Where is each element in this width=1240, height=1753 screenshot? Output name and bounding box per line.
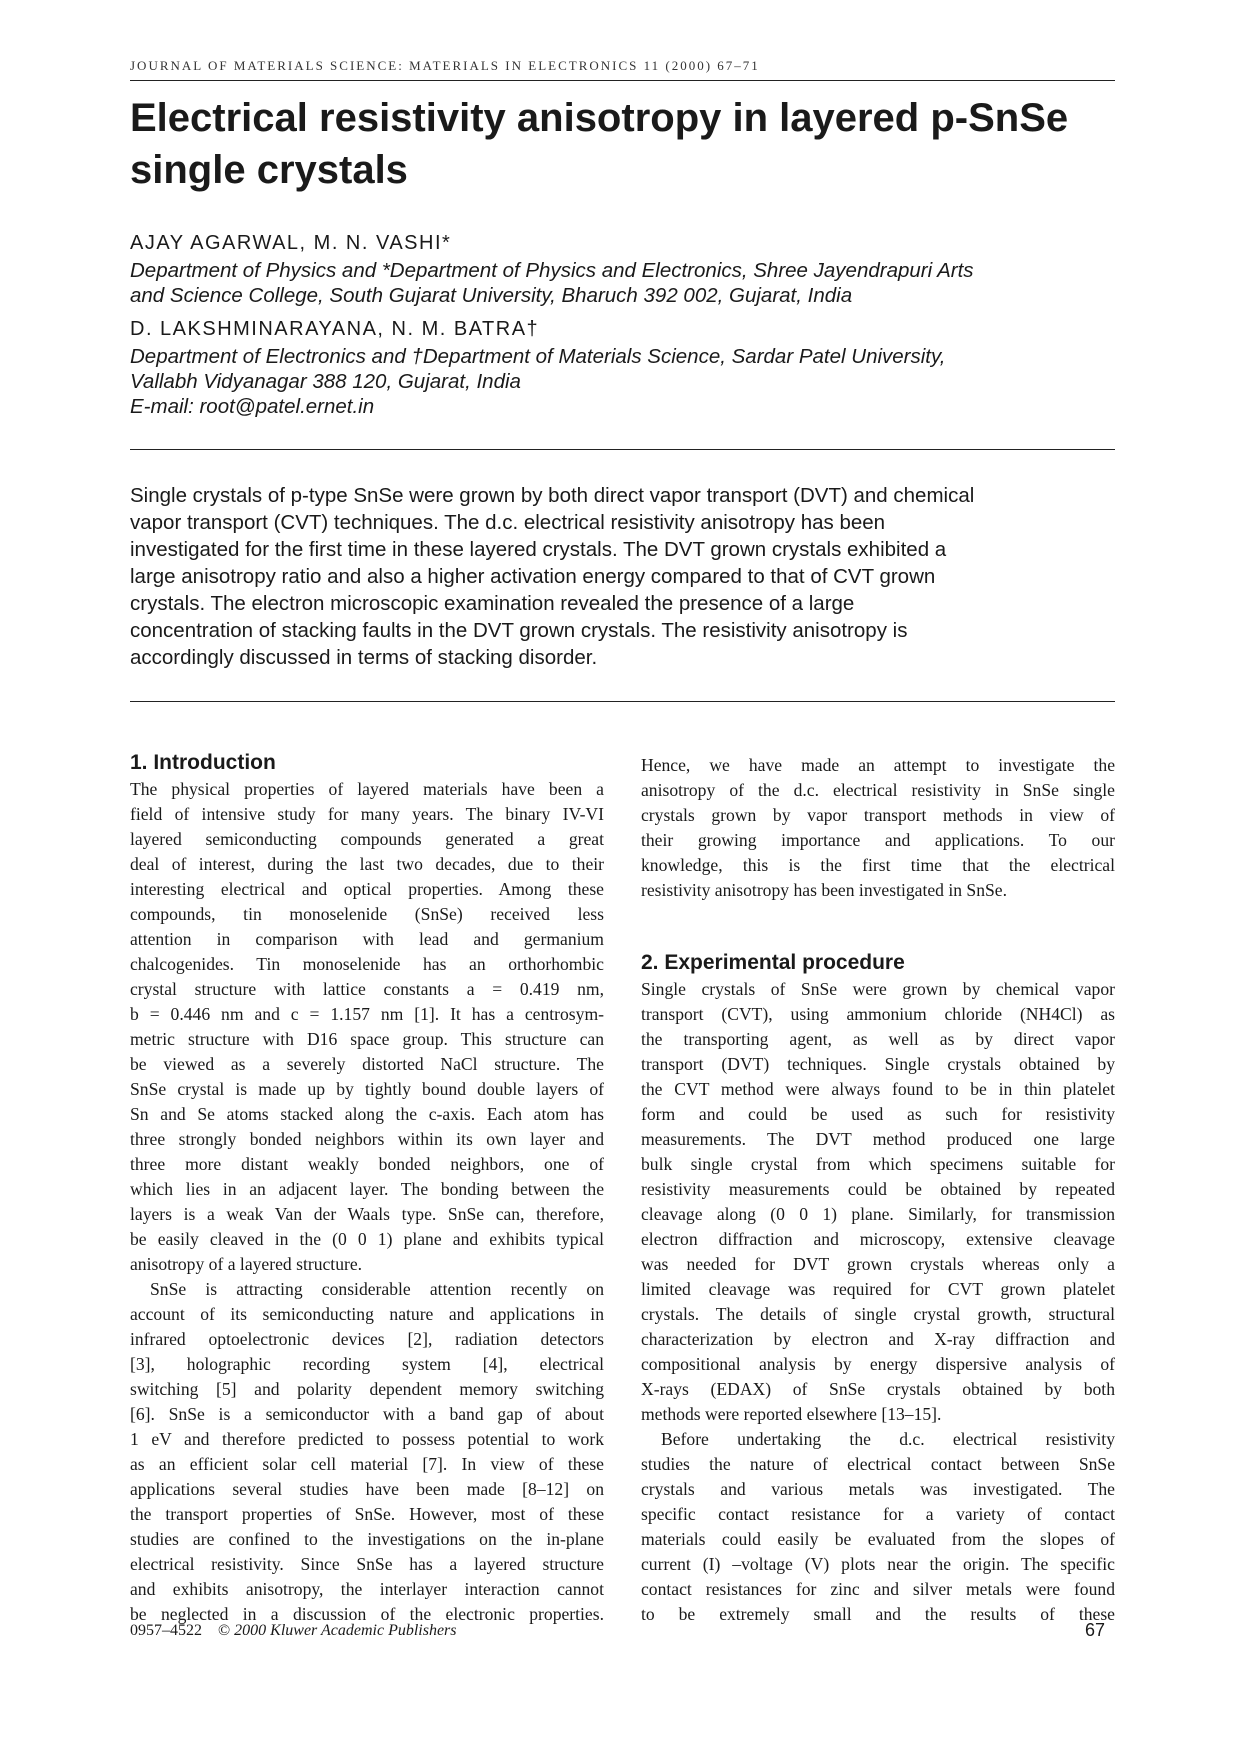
- text-line: [3], holographic recording system [4], electrical: [130, 1354, 604, 1374]
- text-line: studies the nature of electrical contact between SnSe: [641, 1454, 1115, 1474]
- text-line: as an efficient solar cell material [7]. In view of these: [130, 1454, 604, 1474]
- text-line: crystals. The details of single crystal growth, structural: [641, 1304, 1115, 1324]
- text-line: and exhibits anisotropy, the interlayer interaction cannot: [130, 1579, 604, 1599]
- text-line: which lies in an adjacent layer. The bonding between the: [130, 1179, 604, 1199]
- text-line: limited cleavage was required for CVT grown platelet: [641, 1279, 1115, 1299]
- text-line: anisotropy of a layered structure.: [130, 1254, 363, 1274]
- abstract-line: Single crystals of p-type SnSe were grown by both direct vapor transport (DVT) and chemical: [130, 484, 975, 507]
- text-line: transport (CVT), using ammonium chloride (NH4Cl) as: [641, 1004, 1115, 1024]
- abstract-bottom-rule: [130, 701, 1115, 702]
- text-line: b = 0.446 nm and c = 1.157 nm [1]. It has a centrosym-: [130, 1004, 604, 1024]
- abstract-line: investigated for the first time in these layered crystals. The DVT grown crystals exhibited a: [130, 538, 947, 561]
- text-line: knowledge, this is the first time that the electrical: [641, 855, 1115, 875]
- publisher: 2000 Kluwer Academic Publishers: [234, 1622, 457, 1639]
- text-line: current (I) –voltage (V) plots near the origin. The specific: [641, 1554, 1115, 1574]
- text-line: materials could easily be evaluated from the slopes of: [641, 1529, 1115, 1549]
- text-line: studies are confined to the investigations on the in-plane: [130, 1529, 604, 1549]
- experimental-paragraph-2: [641, 1427, 1115, 1627]
- abstract-line: large anisotropy ratio and also a higher activation energy compared to that of CVT grown: [130, 565, 936, 588]
- text-line: form and could be used as such for resistivity: [641, 1104, 1115, 1124]
- text-line: their growing importance and applications. To our: [641, 830, 1115, 850]
- text-line: three more distant weakly bonded neighbors, one of: [130, 1154, 604, 1174]
- author-group-2: D. LAKSHMINARAYANA, N. M. BATRA†: [130, 318, 540, 340]
- abstract-line: concentration of stacking faults in the DVT grown crystals. The resistivity anisotropy is: [130, 619, 908, 642]
- author-group-1: AJAY AGARWAL, M. N. VASHI*: [130, 232, 452, 254]
- text-line: compounds, tin monoselenide (SnSe) received less: [130, 904, 604, 924]
- text-line: X-rays (EDAX) of SnSe crystals obtained by both: [641, 1379, 1115, 1399]
- running-head: JOURNAL OF MATERIALS SCIENCE: MATERIALS IN ELECTRONICS 11 (2000) 67–71: [130, 58, 760, 73]
- intro-paragraph-1: [130, 777, 604, 1277]
- text-line: be neglected in a discussion of the electronic properties.: [130, 1604, 604, 1624]
- affiliation-2-line-1: Department of Electronics and †Department of Materials Science, Sardar Patel University,: [130, 345, 946, 368]
- text-line: specific contact resistance for a variety of contact: [641, 1504, 1115, 1524]
- text-line: the transporting agent, as well as by direct vapor: [641, 1029, 1115, 1049]
- text-line: the CVT method were always found to be in thin platelet: [641, 1079, 1115, 1099]
- text-line: interesting electrical and optical properties. Among these: [130, 879, 604, 899]
- text-line: Sn and Se atoms stacked along the c-axis. Each atom has: [130, 1104, 604, 1124]
- page-number: 67: [1085, 1620, 1106, 1640]
- text-line: applications several studies have been made [8–12] on: [130, 1479, 604, 1499]
- intro-paragraph-3: [641, 753, 1115, 903]
- text-line: electron diffraction and microscopy, extensive cleavage: [641, 1229, 1115, 1249]
- contact-email: E-mail: root@patel.ernet.in: [130, 395, 375, 418]
- text-line: chalcogenides. Tin monoselenide has an orthorhombic: [130, 954, 604, 974]
- text-line: switching [5] and polarity dependent memory switching: [130, 1379, 604, 1399]
- text-line: Hence, we have made an attempt to investigate the: [641, 755, 1115, 775]
- abstract-line: crystals. The electron microscopic examination revealed the presence of a large: [130, 592, 855, 615]
- text-line: the transport properties of SnSe. However, most of these: [130, 1504, 604, 1524]
- right-column: [641, 753, 1115, 1627]
- text-line: infrared optoelectronic devices [2], radiation detectors: [130, 1329, 604, 1349]
- text-line: to be extremely small and the results of these: [641, 1604, 1115, 1624]
- header-rule: [130, 80, 1115, 81]
- text-line: 1 eV and therefore predicted to possess potential to work: [130, 1429, 604, 1449]
- text-line: contact resistances for zinc and silver metals were found: [641, 1579, 1115, 1599]
- text-line: resistivity anisotropy has been investigated in SnSe.: [641, 880, 1007, 900]
- text-line: methods were reported elsewhere [13–15].: [641, 1404, 942, 1424]
- text-line: deal of interest, during the last two decades, due to their: [130, 854, 604, 874]
- text-line: crystal structure with lattice constants a = 0.419 nm,: [130, 979, 604, 999]
- text-line: resistivity measurements could be obtained by repeated: [641, 1179, 1115, 1199]
- text-line: was needed for DVT grown crystals whereas only a: [641, 1254, 1115, 1274]
- text-line: be viewed as a severely distorted NaCl structure. The: [130, 1054, 604, 1074]
- text-line: compositional analysis by energy dispersive analysis of: [641, 1354, 1115, 1374]
- text-line: SnSe is attracting considerable attention recently on: [150, 1279, 604, 1299]
- text-line: three strongly bonded neighbors within its own layer and: [130, 1129, 604, 1149]
- text-line: characterization by electron and X-ray diffraction and: [641, 1329, 1115, 1349]
- text-line: cleavage along (0 0 1) plane. Similarly, for transmission: [641, 1204, 1115, 1224]
- text-line: Single crystals of SnSe were grown by chemical vapor: [641, 979, 1115, 999]
- footer-citation: [130, 1622, 457, 1640]
- abstract-top-rule: [130, 449, 1115, 450]
- text-line: attention in comparison with lead and germanium: [130, 929, 604, 949]
- text-line: account of its semiconducting nature and applications in: [130, 1304, 604, 1324]
- text-line: The physical properties of layered materials have been a: [130, 779, 604, 799]
- text-line: bulk single crystal from which specimens suitable for: [641, 1154, 1115, 1174]
- affiliation-2: [130, 344, 1115, 419]
- text-line: crystals and various metals was investigated. The: [641, 1479, 1115, 1499]
- text-line: anisotropy of the d.c. electrical resistivity in SnSe single: [641, 780, 1115, 800]
- title-line-1: Electrical resistivity anisotropy in layered p-SnSe: [130, 96, 1069, 140]
- text-line: [6]. SnSe is a semiconductor with a band gap of about: [130, 1404, 604, 1424]
- paper-title: [130, 92, 1115, 196]
- issn: 0957–4522: [130, 1622, 202, 1639]
- section-gap: [641, 903, 1115, 953]
- affiliation-1-line-1: Department of Physics and *Department of Physics and Electronics, Shree Jayendrapuri Arts: [130, 259, 974, 282]
- left-column: [130, 753, 604, 1627]
- section-heading-introduction: 1. Introduction: [130, 751, 276, 774]
- affiliation-1: [130, 258, 1115, 308]
- affiliation-1-line-2: and Science College, South Gujarat University, Bharuch 392 002, Gujarat, India: [130, 284, 853, 307]
- text-line: SnSe crystal is made up by tightly bound double layers of: [130, 1079, 604, 1099]
- text-line: layers is a weak Van der Waals type. SnSe can, therefore,: [130, 1204, 604, 1224]
- abstract: [130, 482, 1115, 671]
- text-line: be easily cleaved in the (0 0 1) plane and exhibits typical: [130, 1229, 604, 1249]
- title-line-2: single crystals: [130, 148, 408, 192]
- copyright-icon: ©: [218, 1622, 231, 1639]
- text-line: crystals grown by vapor transport methods in view of: [641, 805, 1115, 825]
- text-line: electrical resistivity. Since SnSe has a layered structure: [130, 1554, 604, 1574]
- abstract-line: vapor transport (CVT) techniques. The d.c. electrical resistivity anisotropy has been: [130, 511, 886, 534]
- experimental-paragraph-1: [641, 977, 1115, 1427]
- text-line: Before undertaking the d.c. electrical resistivity: [661, 1429, 1115, 1449]
- affiliation-2-line-2: Vallabh Vidyanagar 388 120, Gujarat, India: [130, 370, 521, 393]
- text-line: field of intensive study for many years. The binary IV-VI: [130, 804, 604, 824]
- text-line: transport (DVT) techniques. Single crystals obtained by: [641, 1054, 1115, 1074]
- text-line: metric structure with D16 space group. This structure can: [130, 1029, 604, 1049]
- text-line: layered semiconducting compounds generated a great: [130, 829, 604, 849]
- section-heading-experimental: 2. Experimental procedure: [641, 951, 905, 974]
- text-line: measurements. The DVT method produced one large: [641, 1129, 1115, 1149]
- intro-paragraph-2: [130, 1277, 604, 1627]
- abstract-line: accordingly discussed in terms of stacking disorder.: [130, 646, 598, 669]
